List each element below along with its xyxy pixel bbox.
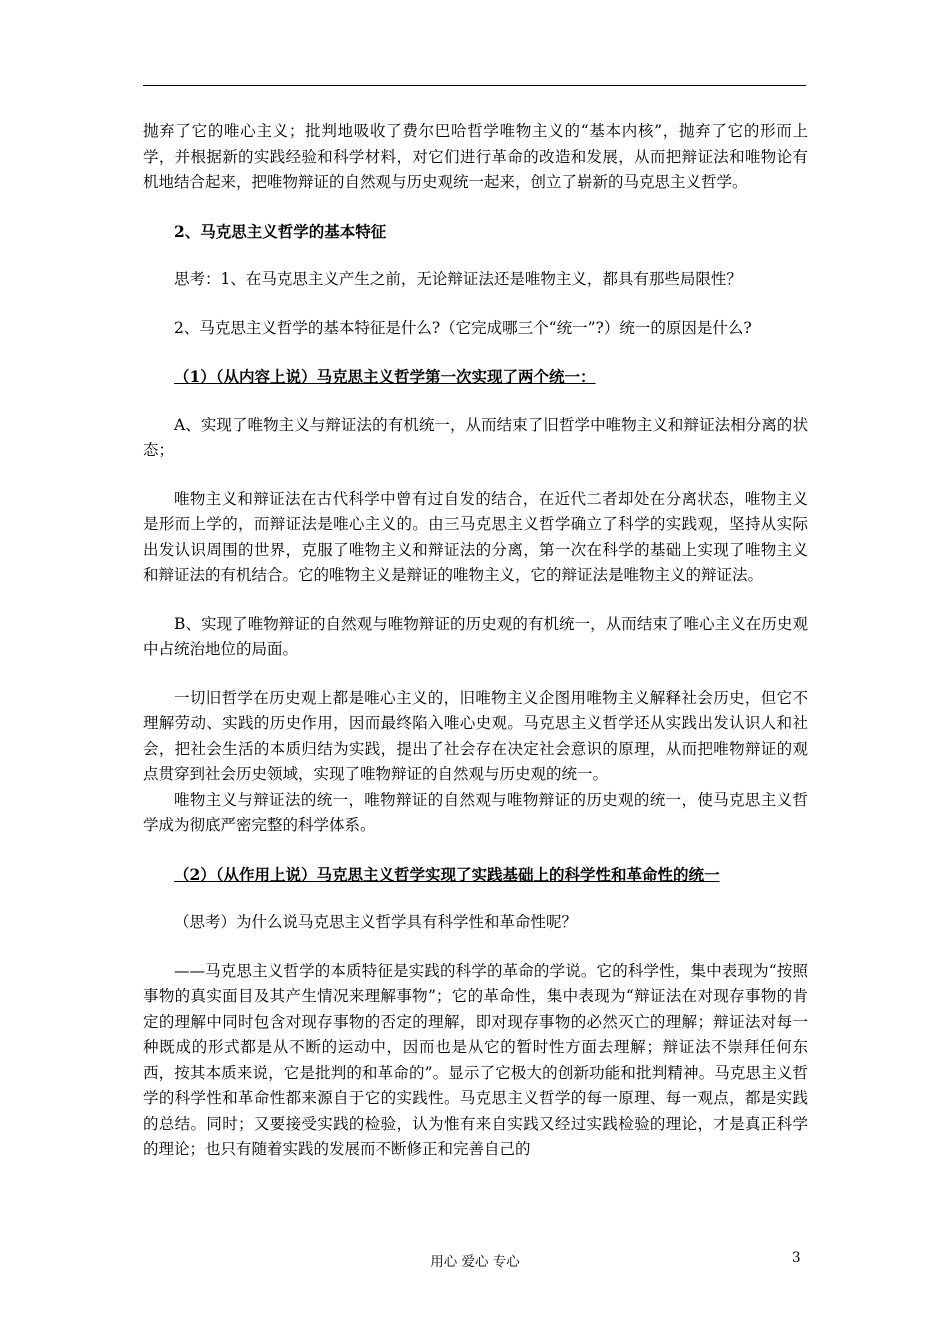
footer-slogan: 用心 爱心 专心 [430, 1254, 520, 1270]
document-body [143, 119, 808, 1163]
point-a-explanation: 唯物主义和辩证法在古代科学中曾有过自发的结合，在近代二者却处在分离状态，唯物主义是形而上学的，而辩证法是唯心主义的。由三马克思主义哲学确立了科学的实践观，坚持从实际出发认识周围的世界，克服了唯物主义和辩证法的分离，第一次在科学的基础上实现了唯物主义和辩证法的有机结合。它的唯物主义是辩证的唯物主义，它的辩证法是唯物主义的辩证法。 [143, 489, 808, 584]
paragraph-continuation: 抛弃了它的唯心主义；批判地吸收了费尔巴哈哲学唯物主义的“基本内核”，抛弃了它的形而上学，并根据新的实践经验和科学材料，对它们进行革命的改造和发展，从而把辩证法和唯物论有机地结合起来，把唯物辩证的自然观与历史观统一起来，创立了崭新的马克思主义哲学。 [143, 122, 808, 191]
page-number: 3 [792, 1250, 801, 1266]
point-a: A、实现了唯物主义与辩证法的有机统一，从而结束了旧哲学中唯物主义和辩证法相分离的状态； [143, 415, 808, 459]
unity-summary: 唯物主义与辩证法的统一，唯物辩证的自然观与唯物辩证的历史观的统一，使马克思主义哲学成为彻底严密完整的科学体系。 [143, 790, 808, 834]
question-3: （思考）为什么说马克思主义哲学具有科学性和革命性呢？ [174, 913, 578, 931]
answer-paragraph: ——马克思主义哲学的本质特征是实践的科学的革命的学说。它的科学性，集中表现为“按照事物的真实面目及其产生情况来理解事物”；它的革命性，集中表现为“辩证法在对现存事物的肯定的理解中同时包含对现存事物的否定的理解，即对现存事物的必然灭亡的理解；辩证法对每一种既成的形式都是从不断的运动中，因而也是从它的暂时性方面去理解；辩证法不崇拜任何东西，按其本质来说，它是批判的和革命的”。显示了它极大的创新功能和批判精神。马克思主义哲学的科学性和革命性都来源自于它的实践性。马克思主义哲学的每一原理、每一观点，都是实践的总结。同时；又要接受实践的检验，认为惟有来自实践又经过实践检验的理论，才是真正科学的理论；也只有随着实践的发展而不断修正和完善自己的 [143, 961, 808, 1158]
point-b-explanation: 一切旧哲学在历史观上都是唯心主义的，旧唯物主义企图用唯物主义解释社会历史，但它不理解劳动、实践的历史作用，因而最终陷入唯心史观。马克思主义哲学还从实践出发认识人和社会，把社会生活的本质归结为实践，提出了社会存在决定社会意识的原理，从而把唯物辩证的观点贯穿到社会历史领域，实现了唯物辩证的自然观与历史观的统一。 [143, 688, 808, 783]
question-1: 思考：1、在马克思主义产生之前，无论辩证法还是唯物主义，都具有那些局限性？ [174, 270, 742, 288]
subheading-1 [143, 364, 808, 390]
question-2: 2、马克思主义哲学的基本特征是什么?（它完成哪三个“统一”?）统一的原因是什么? [174, 318, 752, 337]
subheading-2 [143, 862, 808, 888]
header-rule [143, 85, 806, 86]
subheading-2-text: （2）（从作用上说）马克思主义哲学实现了实践基础上的科学性和革命性的统一 [174, 864, 720, 884]
subheading-1-text: （1）（从内容上说）马克思主义哲学第一次实现了两个统一： [174, 367, 596, 386]
point-b: B、实现了唯物辩证的自然观与唯物辩证的历史观的有机统一，从而结束了唯心主义在历史观中占统治地位的局面。 [143, 614, 808, 658]
section-heading: 2、马克思主义哲学的基本特征 [174, 221, 387, 241]
